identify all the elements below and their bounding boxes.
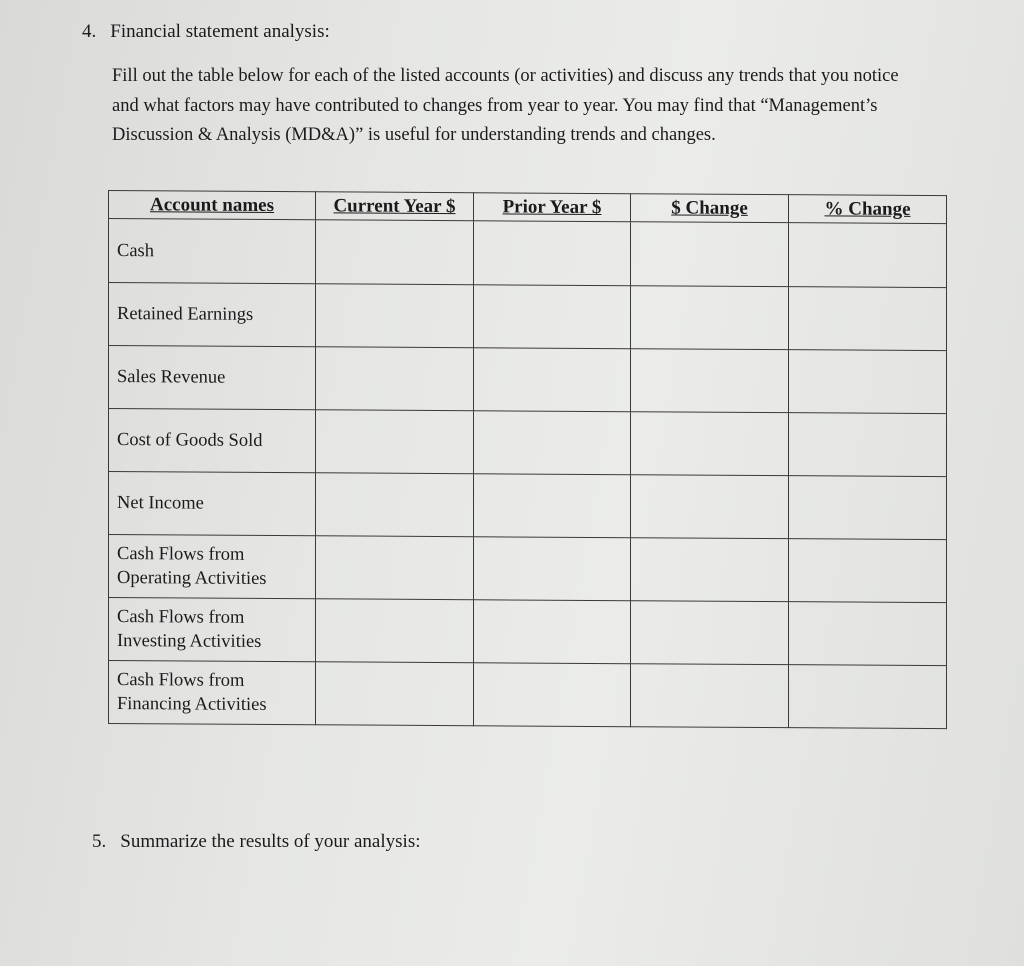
current-year-cell[interactable] bbox=[316, 410, 474, 474]
current-year-cell[interactable] bbox=[316, 347, 474, 411]
financial-analysis-table bbox=[108, 190, 947, 729]
prior-year-cell[interactable] bbox=[474, 663, 631, 727]
dollar-change-cell[interactable] bbox=[631, 664, 789, 728]
prior-year-cell[interactable] bbox=[474, 474, 631, 538]
account-name-cell bbox=[109, 283, 316, 347]
prior-year-cell[interactable] bbox=[474, 221, 631, 286]
account-name-cell bbox=[109, 472, 316, 536]
table-row-sales-revenue bbox=[109, 346, 947, 414]
account-name-line2: Investing Activities bbox=[117, 631, 262, 652]
question-4-heading bbox=[82, 20, 330, 44]
table-row-investing-activities bbox=[109, 598, 947, 666]
table-row-cash bbox=[109, 219, 947, 288]
current-year-cell[interactable] bbox=[316, 284, 474, 348]
table-row-cost-of-goods-sold bbox=[109, 409, 947, 477]
account-name-line1: Cash Flows from bbox=[117, 670, 245, 691]
current-year-cell[interactable] bbox=[316, 599, 474, 663]
prior-year-cell[interactable] bbox=[474, 600, 631, 664]
percent-change-cell[interactable] bbox=[789, 287, 947, 351]
account-name-line1: Cash bbox=[117, 240, 154, 261]
table-row-operating-activities bbox=[109, 535, 947, 603]
account-name-line2: Financing Activities bbox=[117, 694, 267, 715]
current-year-cell[interactable] bbox=[316, 473, 474, 537]
header-prior-year: Prior Year $ bbox=[474, 193, 631, 222]
dollar-change-cell[interactable] bbox=[631, 349, 789, 413]
account-name-cell bbox=[109, 409, 316, 473]
table-row-financing-activities bbox=[109, 661, 947, 729]
current-year-cell[interactable] bbox=[316, 662, 474, 726]
current-year-cell[interactable] bbox=[316, 220, 474, 285]
account-name-line1: Net Income bbox=[117, 493, 204, 514]
question-5 bbox=[92, 830, 421, 854]
account-name-line1: Cash Flows from bbox=[117, 544, 245, 565]
prior-year-cell[interactable] bbox=[474, 537, 631, 601]
question-4-instructions: Fill out the table below for each of the listed accounts (or activities) and discuss any trends that you notice and what factors may have contributed to changes from year to year. You may find that “Management’s Discussion & Analysis (MD&A)” is useful for understanding trends and changes. bbox=[112, 66, 899, 145]
account-name-cell bbox=[109, 219, 316, 284]
percent-change-cell[interactable] bbox=[789, 602, 947, 666]
header-account-names: Account names bbox=[109, 191, 316, 220]
dollar-change-cell[interactable] bbox=[631, 286, 789, 350]
account-name-line1: Cash Flows from bbox=[117, 607, 245, 628]
percent-change-cell[interactable] bbox=[789, 413, 947, 477]
account-name-line1: Retained Earnings bbox=[117, 304, 254, 325]
account-name-line1: Cost of Goods Sold bbox=[117, 430, 263, 451]
prior-year-cell[interactable] bbox=[474, 285, 631, 349]
question-5-text: Summarize the results of your analysis: bbox=[120, 831, 421, 852]
account-name-cell bbox=[109, 598, 316, 662]
percent-change-cell[interactable] bbox=[789, 539, 947, 603]
current-year-cell[interactable] bbox=[316, 536, 474, 600]
dollar-change-cell[interactable] bbox=[631, 475, 789, 539]
percent-change-cell[interactable] bbox=[789, 665, 947, 729]
header-current-year: Current Year $ bbox=[316, 192, 474, 221]
percent-change-cell[interactable] bbox=[789, 223, 947, 288]
header-percent-change: % Change bbox=[789, 195, 947, 224]
table-row-net-income bbox=[109, 472, 947, 540]
account-name-line2: Operating Activities bbox=[117, 568, 267, 589]
question-4-number: 4. bbox=[82, 21, 97, 42]
account-name-cell bbox=[109, 535, 316, 599]
question-5-number: 5. bbox=[92, 831, 107, 852]
question-4-title: Financial statement analysis: bbox=[110, 21, 330, 42]
dollar-change-cell[interactable] bbox=[631, 538, 789, 602]
account-name-cell bbox=[109, 346, 316, 410]
table-row-retained-earnings bbox=[109, 283, 947, 351]
dollar-change-cell[interactable] bbox=[631, 601, 789, 665]
dollar-change-cell[interactable] bbox=[631, 222, 789, 287]
dollar-change-cell[interactable] bbox=[631, 412, 789, 476]
prior-year-cell[interactable] bbox=[474, 411, 631, 475]
prior-year-cell[interactable] bbox=[474, 348, 631, 412]
header-dollar-change: $ Change bbox=[631, 194, 789, 223]
account-name-line1: Sales Revenue bbox=[117, 367, 226, 388]
percent-change-cell[interactable] bbox=[789, 476, 947, 540]
account-name-cell bbox=[109, 661, 316, 725]
percent-change-cell[interactable] bbox=[789, 350, 947, 414]
